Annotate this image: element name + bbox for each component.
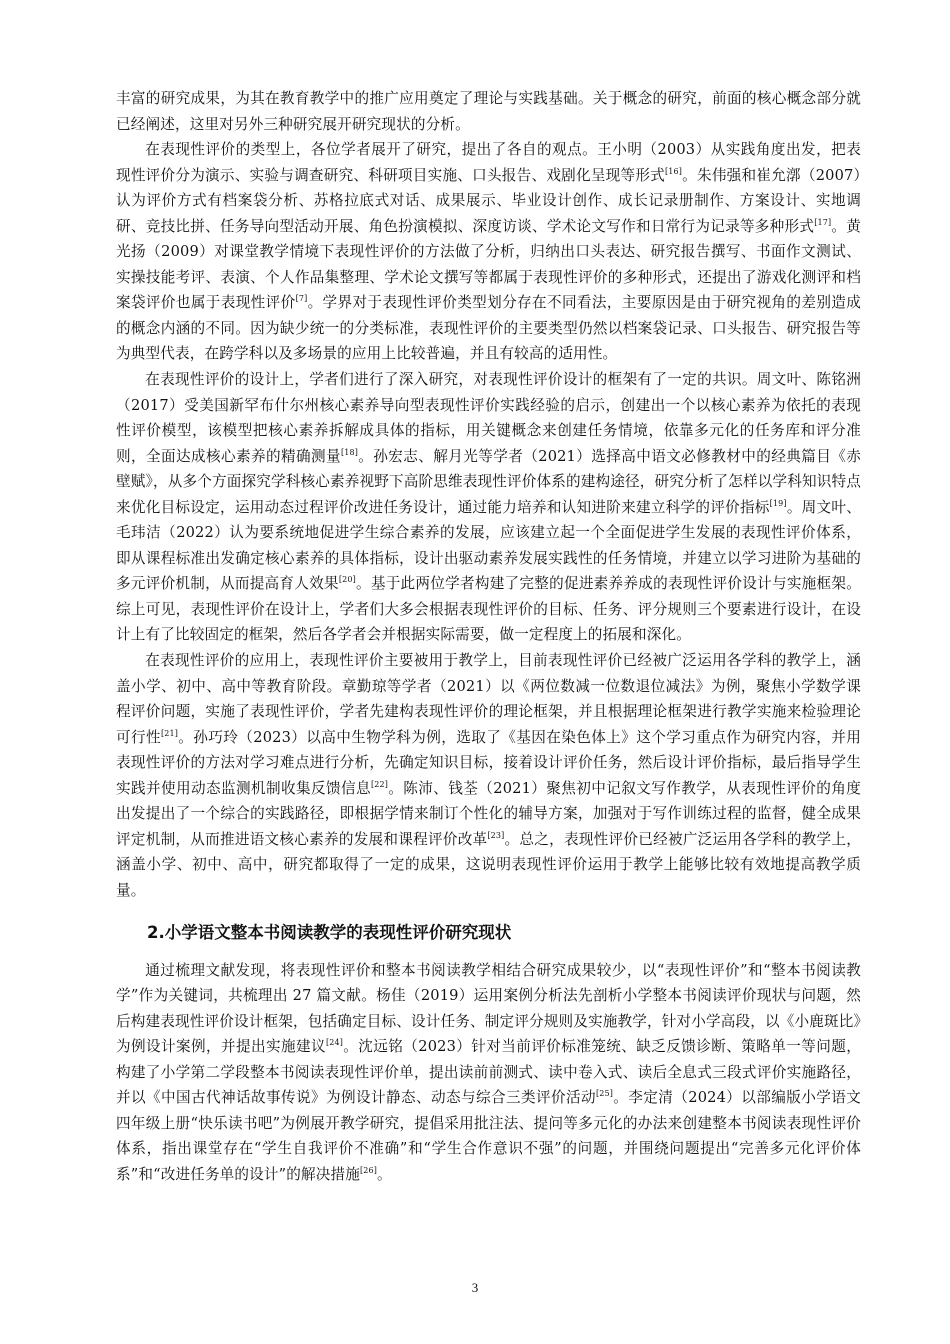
citation-marker: [24] — [326, 1038, 344, 1048]
page-body — [116, 86, 861, 1187]
paragraph-text: 。沈远铭（2023）针对当前评价标准笼统、缺乏反馈诊断、策略单一等问题，构建了小学第二学段整本书阅读表现性评价单，提出读前前测式、读中卷入式、读后全息式三段式评价实施路径，并以《中国古代神话故事传说》为例设计静态、动态与综合三类评价活动 — [116, 1038, 861, 1107]
paragraph-text: 。周文叶、毛玮洁（2022）认为要系统地促进学生综合素养的发展，应该建立起一个全面促进学生发展的表现性评价体系，即从课程标准出发确定核心素养的具体指标，设计出驱动素养发展实践性的任务情境，并建立以学习进阶为基础的多元评价机制，从而提高育人效果 — [116, 498, 861, 593]
citation-marker: [16] — [665, 166, 683, 176]
paragraph — [116, 648, 861, 903]
citation-marker: [23] — [487, 831, 505, 840]
paragraph-text: 在表现性评价的应用上，表现性评价主要被用于教学上，目前表现性评价已经被广泛运用各学科的教学上，涵盖小学、初中、高中等教育阶段。章勤琼等学者（2021）以《两位数减一位数退位减法》为例，聚焦小学数学课程评价问题，实施了表现性评价，学者先建构表现性评价的理论框架，并且根据理论框架进行教学实施来检验理论可行性 — [116, 652, 861, 746]
paragraph-text: 。总之，表现性评价已经被广泛运用各学科的教学上，涵盖小学、初中、高中，研究都取得了一定的成果，这说明表现性评价运用于教学上能够比较有效地提高教学质量。 — [116, 830, 861, 899]
text-section — [116, 86, 861, 904]
paragraph-text: 丰富的研究成果，为其在教育教学中的推广应用奠定了理论与实践基础。关于概念的研究，前面的核心概念部分就已经阐述，这里对另外三种研究展开研究现状的分析。 — [116, 90, 861, 133]
citation-marker: [26] — [360, 1166, 378, 1176]
paragraph-text: 通过梳理文献发现，将表现性评价和整本书阅读教学相结合研究成果较少，以“表现性评价”和“整本书阅读教学”作为关键词，共梳理出 27 篇文献。杨佳（2019）运用案例分析法先剖析小学整本书阅读评价现状与问题，然后构建表现性评价设计框架，包括确定目标、设计任务、制定评分规则及实施教学，针对小学高段，以《小鹿斑比》为例设计案例，并提出实施建议 — [116, 961, 861, 1056]
text-section — [116, 958, 861, 1188]
citation-marker: [22] — [371, 779, 389, 789]
citation-marker: [18] — [340, 447, 359, 457]
paragraph-text: 。孙宏志、解月光等学者（2021）选择高中语文必修教材中的经典篇目《赤壁赋》，从多个方面探究学科核心素养视野下高阶思维表现性评价体系的建构途径，研究分析了怎样以学科知识特点来优化目标设定，运用动态过程评价改进任务设计，通过能力培养和认知进阶来建立科学的评价指标 — [116, 447, 861, 516]
paragraph-text: 。黄光扬（2009）对课堂教学情境下表现性评价的方法做了分析，归纳出口头表达、研究报告撰写、书面作文测试、实操技能考评、表演、个人作品集整理、学术论文撰写等都属于表现性评价的多种形式，还提出了游戏化测评和档案袋评价也属于表现性评价 — [116, 217, 861, 312]
page-number: 3 — [471, 1280, 479, 1295]
paragraph-text: 。朱伟强和崔允漷（2007）认为评价方式有档案袋分析、苏格拉底式对话、成果展示、毕业设计创作、成长记录册制作、方案设计、实地调研、竞技比拼、任务导向型活动开展、角色扮演模拟、深度访谈、学术论文写作和日常行为记录等多种形式 — [116, 166, 861, 235]
paragraph-text: 。基于此两位学者构建了完整的促进素养养成的表现性评价设计与实施框架。综上可见，表现性评价在设计上，学者们大多会根据表现性评价的目标、任务、评分规则三个要素进行设计，在设计上有了比较固定的框架，然后各学者会并根据实际需要，做一定程度上的拓展和深化。 — [116, 575, 861, 644]
paragraph — [116, 86, 861, 137]
citation-marker: [20] — [338, 575, 356, 585]
paragraph — [116, 137, 861, 367]
citation-marker: [19] — [769, 498, 787, 508]
paragraph-text: 。陈沛、钱荃（2021）聚焦初中记叙文写作教学，从表现性评价的角度出发提出了一个综合的实践路径，即根据学情来制订个性化的辅导方案，加强对于写作训练过程的监督，健全成果评定机制，从而推进语文核心素养的发展和课程评价改革 — [116, 779, 862, 848]
citation-marker: [21] — [161, 728, 179, 738]
citation-marker: [17] — [814, 217, 832, 227]
paragraph — [116, 367, 861, 648]
paragraph-text: 。李定清（2024）以部编版小学语文四年级上册“快乐读书吧”为例展开教学研究，提倡采用批注法、提问等多元化的办法来创建整本书阅读表现性评价体系，指出课堂存在“学生自我评价不准确”和“学生合作意识不强”的问题，并围绕问题提出“完善多元化评价体系”和“改进任务单的设计”的解决措施 — [116, 1089, 861, 1183]
paragraph-text: 在表现性评价的设计上，学者们进行了深入研究，对表现性评价设计的框架有了一定的共识。周文叶、陈铭洲（2017）受美国新罕布什尔州核心素养导向型表现性评价实践经验的启示，创建出一个以核心素养为依托的表现性评价模型，该模型把核心素养拆解成具体的指标，用关键概念来创建任务情境，依靠多元化的任务库和评分准则，全面达成核心素养的精确测量 — [116, 371, 861, 465]
paragraph — [116, 958, 861, 1188]
paragraph-text: 。孙巧玲（2023）以高中生物学科为例，选取了《基因在染色体上》这个学习重点作为研究内容，并用表现性评价的方法对学习难点进行分析，先确定知识目标，接着设计评价任务，然后设计评价指标，最后指导学生实践并使用动态监测机制收集反馈信息 — [116, 728, 861, 797]
section-heading: 2.小学语文整本书阅读教学的表现性评价研究现状 — [147, 922, 512, 942]
paragraph-text: 在表现性评价的类型上，各位学者展开了研究，提出了各自的观点。王小明（2003）从实践角度出发，把表现性评价分为演示、实验与调查研究、科研项目实施、口头报告、戏剧化呈现等形式 — [116, 141, 861, 184]
citation-marker: [7] — [295, 294, 308, 304]
paragraph-text: 。 — [377, 1165, 392, 1183]
paragraph-text: 。学界对于表现性评价类型划分存在不同看法，主要原因是由于研究视角的差别造成的概念内涵的不同。因为缺少统一的分类标准，表现性评价的主要类型仍然以档案袋记录、口头报告、研究报告等为典型代表，在跨学科以及多场景的应用上比较普遍，并且有较高的适用性。 — [116, 294, 861, 363]
citation-marker: [25] — [595, 1089, 614, 1099]
